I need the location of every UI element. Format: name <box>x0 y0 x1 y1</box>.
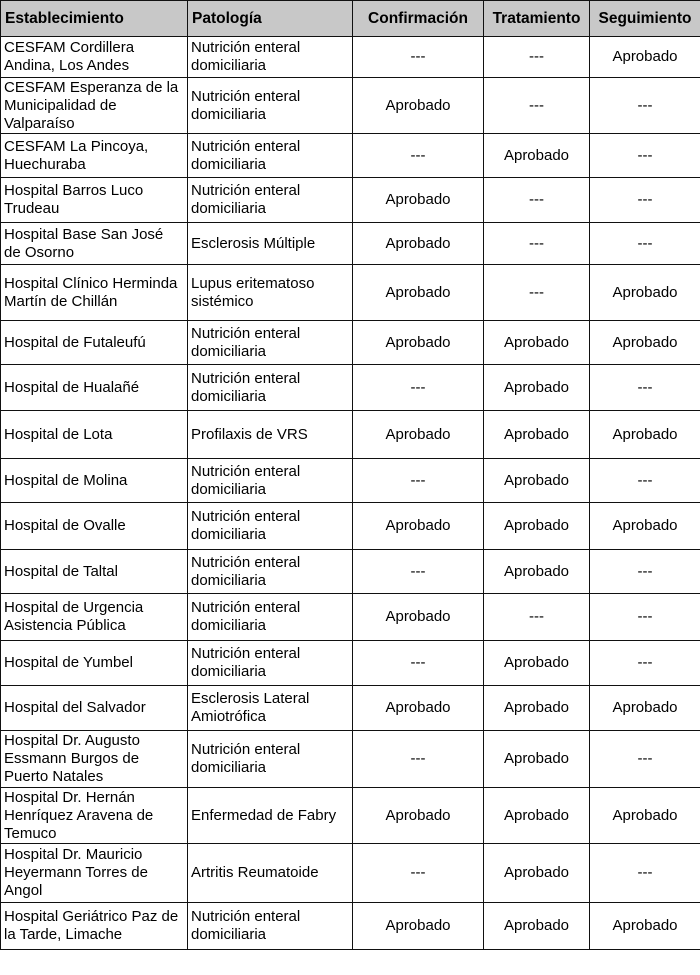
table-row <box>1 459 700 503</box>
cell-patologia: Nutrición enteral domiciliaria <box>188 365 353 411</box>
cell-tratamiento: --- <box>484 594 590 641</box>
cell-tratamiento: Aprobado <box>484 903 590 950</box>
cell-tratamiento: Aprobado <box>484 788 590 844</box>
cell-establecimiento: CESFAM La Pincoya, Huechuraba <box>1 134 188 178</box>
cell-seguimiento: Aprobado <box>590 788 700 844</box>
cell-tratamiento: Aprobado <box>484 550 590 594</box>
cell-tratamiento: Aprobado <box>484 686 590 731</box>
cell-seguimiento: --- <box>590 844 700 903</box>
table-row <box>1 641 700 686</box>
header-establecimiento: Establecimiento <box>1 1 188 37</box>
header-tratamiento: Tratamiento <box>484 1 590 37</box>
cell-patologia: Nutrición enteral domiciliaria <box>188 503 353 550</box>
cell-establecimiento: Hospital Geriátrico Paz de la Tarde, Limache <box>1 903 188 950</box>
cell-tratamiento: --- <box>484 223 590 265</box>
cell-establecimiento: Hospital Dr. Hernán Henríquez Aravena de Temuco <box>1 788 188 844</box>
table-row <box>1 594 700 641</box>
cell-tratamiento: Aprobado <box>484 459 590 503</box>
cell-seguimiento: --- <box>590 459 700 503</box>
header-confirmacion: Confirmación <box>353 1 484 37</box>
cell-confirmacion: --- <box>353 365 484 411</box>
cell-patologia: Lupus eritematoso sistémico <box>188 265 353 321</box>
cell-confirmacion: Aprobado <box>353 903 484 950</box>
table-row <box>1 134 700 178</box>
cell-seguimiento: --- <box>590 641 700 686</box>
cell-patologia: Nutrición enteral domiciliaria <box>188 903 353 950</box>
cell-tratamiento: Aprobado <box>484 321 590 365</box>
cell-confirmacion: --- <box>353 550 484 594</box>
header-seguimiento: Seguimiento <box>590 1 700 37</box>
cell-seguimiento: --- <box>590 594 700 641</box>
table-row <box>1 265 700 321</box>
cell-confirmacion: Aprobado <box>353 265 484 321</box>
cell-tratamiento: Aprobado <box>484 503 590 550</box>
table-row <box>1 903 700 950</box>
cell-confirmacion: Aprobado <box>353 411 484 459</box>
cell-patologia: Nutrición enteral domiciliaria <box>188 37 353 78</box>
cell-establecimiento: Hospital de Lota <box>1 411 188 459</box>
table-row <box>1 321 700 365</box>
cell-establecimiento: Hospital de Molina <box>1 459 188 503</box>
cell-establecimiento: Hospital del Salvador <box>1 686 188 731</box>
cell-seguimiento: --- <box>590 223 700 265</box>
cell-seguimiento: --- <box>590 178 700 223</box>
table-row <box>1 178 700 223</box>
header-patologia: Patología <box>188 1 353 37</box>
table-row <box>1 686 700 731</box>
cell-seguimiento: --- <box>590 550 700 594</box>
cell-patologia: Nutrición enteral domiciliaria <box>188 321 353 365</box>
cell-tratamiento: --- <box>484 265 590 321</box>
cell-confirmacion: Aprobado <box>353 686 484 731</box>
cell-patologia: Esclerosis Múltiple <box>188 223 353 265</box>
cell-seguimiento: Aprobado <box>590 686 700 731</box>
cell-establecimiento: Hospital Clínico Herminda Martín de Chillán <box>1 265 188 321</box>
cell-establecimiento: Hospital Base San José de Osorno <box>1 223 188 265</box>
cell-confirmacion: --- <box>353 459 484 503</box>
table-row <box>1 788 700 844</box>
cell-patologia: Profilaxis de VRS <box>188 411 353 459</box>
cell-confirmacion: Aprobado <box>353 223 484 265</box>
cell-establecimiento: Hospital Dr. Augusto Essmann Burgos de Puerto Natales <box>1 731 188 788</box>
cell-patologia: Nutrición enteral domiciliaria <box>188 731 353 788</box>
cell-patologia: Nutrición enteral domiciliaria <box>188 594 353 641</box>
cell-patologia: Nutrición enteral domiciliaria <box>188 641 353 686</box>
cell-seguimiento: Aprobado <box>590 411 700 459</box>
cell-establecimiento: Hospital de Hualañé <box>1 365 188 411</box>
cell-confirmacion: Aprobado <box>353 594 484 641</box>
cell-patologia: Esclerosis Lateral Amiotrófica <box>188 686 353 731</box>
cell-seguimiento: --- <box>590 134 700 178</box>
cell-patologia: Nutrición enteral domiciliaria <box>188 550 353 594</box>
header-row <box>1 1 700 37</box>
cell-confirmacion: Aprobado <box>353 503 484 550</box>
table-row <box>1 365 700 411</box>
cell-tratamiento: --- <box>484 178 590 223</box>
cell-tratamiento: Aprobado <box>484 844 590 903</box>
cell-tratamiento: Aprobado <box>484 365 590 411</box>
cell-seguimiento: --- <box>590 365 700 411</box>
cell-establecimiento: Hospital Barros Luco Trudeau <box>1 178 188 223</box>
table-row <box>1 78 700 134</box>
cell-establecimiento: CESFAM Esperanza de la Municipalidad de Valparaíso <box>1 78 188 134</box>
cell-tratamiento: Aprobado <box>484 134 590 178</box>
cell-confirmacion: Aprobado <box>353 321 484 365</box>
cell-establecimiento: Hospital de Taltal <box>1 550 188 594</box>
cell-seguimiento: Aprobado <box>590 265 700 321</box>
cell-confirmacion: --- <box>353 37 484 78</box>
table-row <box>1 37 700 78</box>
cell-confirmacion: Aprobado <box>353 178 484 223</box>
cell-confirmacion: Aprobado <box>353 78 484 134</box>
cell-establecimiento: Hospital de Futaleufú <box>1 321 188 365</box>
cell-confirmacion: --- <box>353 731 484 788</box>
cell-confirmacion: --- <box>353 134 484 178</box>
cell-confirmacion: --- <box>353 641 484 686</box>
table-row <box>1 731 700 788</box>
table-row <box>1 223 700 265</box>
cell-patologia: Nutrición enteral domiciliaria <box>188 134 353 178</box>
cell-seguimiento: --- <box>590 78 700 134</box>
table-row <box>1 550 700 594</box>
cell-confirmacion: Aprobado <box>353 788 484 844</box>
cell-seguimiento: Aprobado <box>590 321 700 365</box>
cell-patologia: Nutrición enteral domiciliaria <box>188 459 353 503</box>
cell-tratamiento: Aprobado <box>484 641 590 686</box>
cell-patologia: Nutrición enteral domiciliaria <box>188 78 353 134</box>
cell-confirmacion: --- <box>353 844 484 903</box>
cell-tratamiento: --- <box>484 78 590 134</box>
cell-seguimiento: --- <box>590 731 700 788</box>
cell-establecimiento: Hospital de Urgencia Asistencia Pública <box>1 594 188 641</box>
table-row <box>1 844 700 903</box>
cell-patologia: Nutrición enteral domiciliaria <box>188 178 353 223</box>
table-row <box>1 503 700 550</box>
cell-establecimiento: Hospital Dr. Mauricio Heyermann Torres de Angol <box>1 844 188 903</box>
table-body <box>1 37 700 950</box>
cell-establecimiento: Hospital de Ovalle <box>1 503 188 550</box>
cell-seguimiento: Aprobado <box>590 903 700 950</box>
cell-tratamiento: Aprobado <box>484 731 590 788</box>
cell-seguimiento: Aprobado <box>590 37 700 78</box>
cell-tratamiento: --- <box>484 37 590 78</box>
cell-establecimiento: Hospital de Yumbel <box>1 641 188 686</box>
table-row <box>1 411 700 459</box>
cell-establecimiento: CESFAM Cordillera Andina, Los Andes <box>1 37 188 78</box>
cell-seguimiento: Aprobado <box>590 503 700 550</box>
cell-tratamiento: Aprobado <box>484 411 590 459</box>
cell-patologia: Enfermedad de Fabry <box>188 788 353 844</box>
cell-patologia: Artritis Reumatoide <box>188 844 353 903</box>
